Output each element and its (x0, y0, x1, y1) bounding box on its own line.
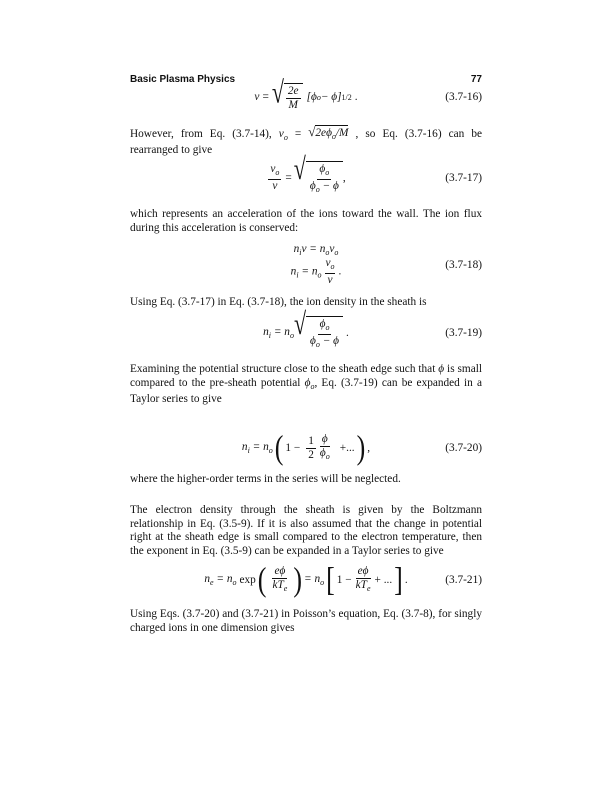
eq-text: ϕ (304, 376, 311, 389)
eq-text: , (367, 442, 371, 454)
eq-text: = n (213, 573, 233, 585)
sqrt: √ $\frac{\phi_o}{\phi_o - \phi}$ (294, 161, 343, 196)
eq-text: = n (298, 265, 318, 278)
eq-text: ( (274, 428, 284, 467)
eq-text: 2eϕ (315, 127, 332, 139)
eq-text: = n (249, 441, 269, 453)
eq-text: ϕ (319, 447, 326, 459)
text: Examining the potential structure close to the sheath edge such that (130, 363, 439, 375)
eq-text: = (287, 127, 309, 140)
eq-text: ϕ (321, 433, 328, 445)
equation-number: (3.7-20) (445, 442, 482, 454)
eq-text: eϕ (357, 565, 369, 577)
eq-text: 2 (308, 448, 314, 461)
eq-text: kT (272, 579, 284, 591)
equation-3-7-17 (130, 150, 482, 194)
eq-text: n (290, 265, 297, 278)
sqrt: √ $\frac{2e}{M}$ (272, 83, 303, 112)
paragraph: Using Eqs. (3.7-20) and (3.7-21) in Poisson’s equation, Eq. (3.7-8), for singly charged ions in one dimension gives (130, 608, 482, 634)
equation-number: (3.7-19) (445, 327, 482, 339)
eq-text: v (270, 163, 276, 175)
eq-text: exp (239, 574, 256, 586)
eq-text: o (330, 262, 335, 271)
eq-text: n (204, 573, 210, 585)
paragraph: where the higher-order terms in the series will be neglected. (130, 473, 401, 485)
eq-text: i (296, 270, 299, 280)
eq-text: 1 (308, 434, 314, 447)
eq-text: ϕ (319, 162, 326, 175)
eq-text: . (354, 91, 358, 103)
eq-text: M (288, 98, 298, 111)
eq-text: − ϕ] (320, 91, 342, 103)
eq-text: o (315, 184, 320, 194)
equation-number: (3.7-21) (445, 574, 482, 586)
eq-text: ϕ (438, 363, 445, 375)
eq-text: o (325, 452, 330, 461)
eq-text: − ϕ (319, 179, 339, 192)
eq-text: o (275, 168, 280, 177)
eq-text: o (310, 381, 315, 391)
eq-text: 1 − (285, 442, 301, 454)
equation-3-7-19 (130, 305, 482, 350)
paragraph: The electron density through the sheath is given by the Boltzmann relationship in Eq. (3.5-9). If it is also assumed that the change in potential right at the sheath edge is small compared to the electron temperature, then the exponent in Eq. (3.5-9) can be expanded in a Taylor series to give (130, 504, 482, 557)
eq-text: o (283, 132, 288, 142)
eq-text: = n (271, 326, 290, 338)
eq-text: v (329, 243, 335, 255)
eq-text: o (325, 248, 330, 257)
text: However, from Eq. (3.7-14), (130, 127, 279, 140)
eq-text: o (320, 578, 325, 587)
eq-text: o (289, 331, 294, 340)
eq-text: o (334, 248, 339, 257)
eq-text: o (325, 322, 330, 332)
eq-text: i (247, 446, 250, 455)
eq-text: n (263, 326, 269, 338)
eq-text: = (262, 91, 269, 103)
eq-text: e (283, 584, 288, 593)
eq-text: ϕ (310, 334, 316, 347)
eq-text: = n (304, 573, 321, 585)
eq-text: o (325, 167, 330, 177)
eq-text: = (285, 172, 292, 184)
running-header-title: Basic Plasma Physics (130, 74, 236, 85)
equation-3-7-20 (130, 430, 482, 466)
eq-text: +... (339, 442, 355, 454)
sqrt: √ $2e\phi_o/M$ (308, 125, 348, 144)
eq-text: n (241, 441, 248, 453)
eq-text: − ϕ (319, 334, 340, 347)
equation-3-7-21: $n_e = n_o$ exp ( $\frac{e\phi}{kT_e}$ ) = $n_o$ [ 1 − $\frac{e\phi}{kT_e}$ + ... ] . (3.7-21) (204, 560, 482, 599)
paragraph (130, 125, 482, 158)
eq-text: /M (335, 127, 349, 139)
eq-text: kT (355, 579, 367, 591)
eq-text: ϕ (319, 317, 326, 330)
eq-text: o (316, 92, 321, 102)
eq-text: + ... (374, 574, 393, 586)
eq-text: ϕ (309, 179, 316, 192)
sqrt: √ $\frac{\phi_o}{\phi_o - \phi}$ (294, 316, 343, 351)
paragraph (130, 363, 482, 407)
eq-text: n (293, 243, 300, 255)
eq-text: o (268, 446, 273, 455)
eq-text: o (331, 132, 336, 141)
eq-text: e (366, 584, 371, 593)
text: , Eq. (3.7-19) can be expanded in a Taylor series to give (130, 376, 482, 406)
eq-text: ) (356, 428, 366, 467)
eq-text: i (299, 248, 302, 257)
paragraph: which represents an acceleration of the ions toward the wall. The ion flux during this acceleration is conserved: (130, 208, 482, 234)
eq-text: o (232, 578, 237, 587)
text: , so Eq. (3.7-16) can be rearranged to give (130, 127, 482, 157)
eq-text: . (346, 327, 349, 339)
equation-number: (3.7-16) (445, 91, 482, 103)
eq-text: 2e (287, 84, 299, 97)
eq-text: o (317, 270, 322, 280)
eq-text: eϕ (274, 565, 286, 577)
eq-text: v (254, 91, 260, 103)
eq-text: v (278, 127, 284, 140)
eq-text: o (315, 339, 320, 349)
eq-text: , (342, 172, 346, 184)
eq-text: e (209, 578, 214, 587)
eq-text: [ϕ (306, 91, 317, 103)
eq-text: i (268, 331, 272, 340)
eq-text: v = n (301, 243, 326, 255)
eq-text: 1 − (336, 574, 352, 586)
equation-number: (3.7-17) (445, 172, 482, 184)
eq-text: . (404, 574, 408, 586)
eq-text: . (338, 265, 342, 278)
page-number: 77 (470, 74, 482, 85)
eq-text: 1/2 (341, 92, 352, 102)
equation-3-7-18 (130, 241, 482, 289)
eq-text: v (272, 180, 278, 192)
paragraph: Using Eq. (3.7-17) in Eq. (3.7-18), the ion density in the sheath is (130, 296, 427, 308)
equation-number: (3.7-18) (445, 259, 482, 271)
text: is small compared to the pre-sheath potential (130, 363, 482, 389)
eq-text: v (325, 257, 331, 269)
eq-text: v (327, 274, 333, 286)
